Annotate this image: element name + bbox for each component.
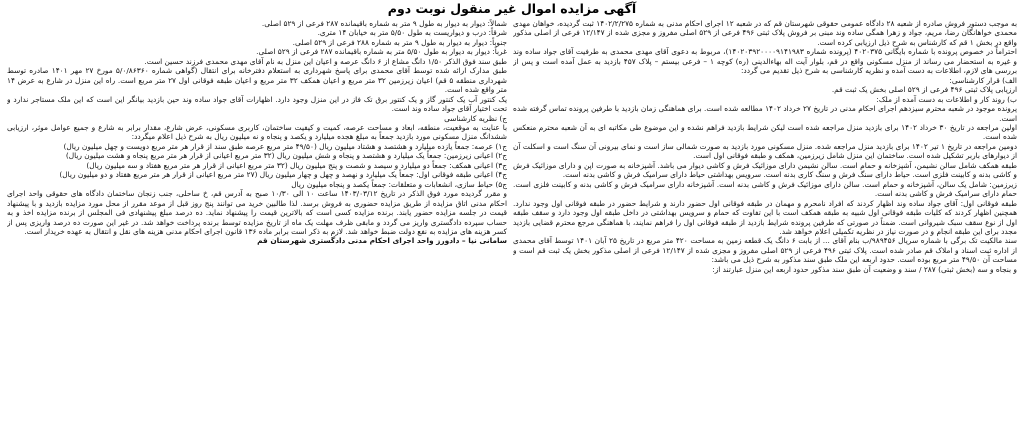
- paragraph: به موجب دستور فروش صادره از شعبه ۲۸ دادگاه عمومی حقوقی شهرستان قم که در شعبه ۱۲ اجرای احکام مدنی به شماره ۱۴۰۲/۲/۲۷۵ ثبت گردیده، خواهان مهدی محمدی خواهانگان رضا، مریم، جواد و زهرا همگی ساده وند مبنی بر فروش پلاک ثبتی ۴۹۶ فرعی از ۵۲۹ اصلی مفروز و مجزی شده از ۱۲/۱۴۷ فرعی از اصلی مذکور واقع در بخش ۱ قم که کارشناس به شرح ذیل ارزیابی کرده است.: [513, 19, 1017, 47]
- notice-title: آگهی مزایده اموال غیر منقول نوبت دوم: [387, 1, 637, 16]
- paragraph: ج۳) اعیانی همکف: جمعاً دو میلیارد و سیصد و شصت و پنج میلیون ریال (۳۲ متر مربع اعیانی از قرار هر متر مربع هفتاد و سه میلیون ریال): [86, 160, 507, 170]
- paragraph: ارزیابی پلاک ثبتی ۴۹۶ فرعی از ۵۲۹ اصلی بخش یک ثبت قم.: [831, 85, 1017, 95]
- paragraph: یک کنتور آب یک کنتور گاز و یک کنتور برق تک فاز در این منزل وجود دارد. اظهارات آقای جواد ساده وند حین بازدید بیانگر این است که این ملک مستاجر ندارد و تحت اختیار آقای جواد ساده وند است.: [7, 94, 507, 114]
- paragraph: جنوباً: دیوار به دیوار به طول ۹ متر به شماره ۲۸۸ فرعی از ۵۲۹ اصلی.: [292, 37, 507, 47]
- paragraph: سند مالکیت تک برگی با شماره سریال ۹۸۹۴۵۶/ب بنام آقای ... از بابت ۶ دانگ یک قطعه زمین به مساحت ۴۲۰ متر مربع در تاریخ ۲۵ آبان ۱۴۰۱ توسط آقای محمدی از اداره ثبت اسناد و املاک قم صادر شده است. پلاک ثبتی ۴۹۶ فرعی از ۵۲۹ اصلی مفروز و مجزی شده از ۱۲/۱۴۷ فرعی از اصلی مذکور بخش یک ثبت قم است و مساحت آن ۴۹/۵۰ متر مربع بوده است. حدود اربعه این ملک طبق سند مذکور به شرح ذیل می باشد:: [513, 236, 1017, 265]
- paragraph: احتراماً در خصوص پرونده با شماره بایگانی ۴۰۲۰۳۷۵ (پرونده شماره ۱۴۰۲۰۳۹۲۰۰۰۰۹۱۴۱۹۸۳)، مربوط به دعوی آقای مهدی محمدی به طرفیت آقای جواد ساده وند و غیره به استحضار می رساند از منزل مسکونی واقع در قم، بلوار آیت اله بهاءالدینی (ره) کوچه ۱ – فرعی بیستم – پلاک ۴۵۷ بازدید به عمل آمده است و پس از بررسی های لازم، اطلاعات به دست آمده و نظریه کارشناسی به شرح ذیل تقدیم می گردد:: [513, 47, 1017, 76]
- paragraph: ج۵) حیاط سازی، انشعابات و متعلقات: جمعاً یکصد و پنجاه میلیون ریال: [291, 179, 507, 189]
- paragraph: ب) روند کار و اطلاعات به دست آمده از ملک:: [876, 94, 1017, 104]
- paragraph: طبق مدارک ارائه شده توسط آقای محمدی برای پاسخ شهرداری به استعلام دفترخانه برای انتقال (گواهی شماره ۵/۰/۸۶۳۶۰ مورخ ۲۷ مهر ۱۴۰۱ صادره توسط شهرداری منطقه ۵ قم) اعیان زیرزمین ۳۲ متر مربع و اعیان همکف ۳۲ متر مربع و اعیان طبقه فوقانی اول ۲۷ متر مربع است. راه این منزل در شارع به عرض ۱۴ متر واقع شده است.: [7, 66, 507, 95]
- paragraph: طبقه فوقانی اول: آقای جواد ساده وند اظهار کردند که افراد نامحرم و مهمان در طبقه فوقانی اول حضور دارند و شرایط حضور در طبقه فوقانی اول وجود ندارد. همچنین اظهار کردند که کلیات طبقه فوقانی اول شبیه به طبقه همکف است با این تفاوت که حمام و سرویس بهداشتی در داخل طبقه اول وجود دارد و سقف طبقه اول از نوع سقف سبک شیروانی است. ضمناً در صورتی که طرفین پرونده شرایط بازدید از طبقه فوقانی اول را فراهم نمایند، با هماهنگی مرجع محترم قضایی بازدید مجدد برای این طبقه انجام و در صورت نیاز در نظریه تکمیلی اعلام خواهد شد.: [513, 198, 1017, 236]
- paragraph: دومین مراجعه در تاریخ ۱ تیر ۱۴۰۲ برای بازدید منزل مراجعه شده. منزل مسکونی مورد بازدید به صورت شمالی ساز است و نمای بیرونی آن سنگ است و اسکلت آن از دیوارهای باربر تشکیل شده است. ساختمان این منزل شامل زیرزمین، همکف و طبقه فوقانی اول است.: [513, 141, 1017, 161]
- paragraph: طبقه همکف شامل سالن نشیمن، آشپزخانه و حمام است. سالن نشیمن دارای موزائیک فرش و کاشی دیوار می باشد. آشپزخانه به صورت اپن و دارای موزائیک فرش و کاشی بدنه و کابینت فلزی است. حیاط دارای سنگ فرش و سنگ کاری بدنه است. سرویس بهداشتی حیاط دارای سرامیک فرش و کاشی بدنه است.: [513, 160, 1017, 180]
- paragraph: ج۱) عرصه: جمعاً یازده میلیارد و هشتصد و هشتاد میلیون ریال (۴۹/۵۰ متر مربع عرصه طبق سند از قرار هر متر مربع دویست و چهل میلیون ریال): [63, 141, 507, 151]
- paragraph: الف) قرار کارشناسی:: [949, 75, 1017, 85]
- right-column: [513, 19, 1017, 421]
- paragraph: و بنجاه و سه (بخش ثبتی) ۲۸۷ / سند و وضعیت آن طبق سند مذکور حدود اربعه این منزل عبارتند از:: [712, 264, 1017, 274]
- paragraph: پرونده موجود در شعبه محترم سیزدهم اجرای احکام مدنی در تاریخ ۲۷ خرداد ۱۴۰۲ مطالعه شده است. برای هماهنگی زمان بازدید با طرفین پرونده تماس گرفته شده است.: [513, 104, 1017, 123]
- paragraph: غرباً: دیوار به دیوار به طول ۵/۵۰ متر به شماره باقیمانده ۲۸۷ فرعی از ۵۲۹ اصلی.: [256, 47, 507, 57]
- paragraph: با عنایت به موقعیت، منطقه، ابعاد و مساحت عرصه، کمیت و کیفیت ساختمان، کاربری مسکونی، عرض شارع، مقدار برابر به شارع و جمیع عوامل موثر، ارزیابی ششدانگ منزل مسکونی مورد بازدید جمعاً به مبلغ هجده میلیارد و یکصد و پنجاه و نه میلیون ریال به شرح ذیل اعلام میگردد:: [7, 122, 507, 142]
- paragraph: اولین مراجعه در تاریخ ۳۰ خرداد ۱۴۰۲ برای بازدید منزل مراجعه شده است لیکن شرایط بازدید فراهم نشده و این موضوع طی مکاتبه ای به آن شعبه محترم منعکس شده است.: [513, 122, 1017, 142]
- paragraph: شرقاً: درب و دیواریست به طول ۵/۵۰ متر به خیابان ۱۴ متری.: [317, 28, 507, 38]
- paragraph: طبق سند فوق الذکر ۱/۵۰ دانگ مشاع از ۶ دانگ عرصه و اعیان این منزل به نام آقای مهدی محمدی فرزند حسین است.: [144, 56, 507, 66]
- paragraph: ج۲) اعیانی زیرزمین: جمعاً یک میلیارد و هشتصد و پنجاه و شش میلیون ریال (۳۲ متر مربع اعیانی از قرار هر متر مربع پنجاه و هشت میلیون ریال): [65, 151, 507, 161]
- paragraph: و مقرر گردیده مورد فوق الذکر در تاریخ ۱۴۰۳/۰۳/۱۲ ساعت ۱۰ الی ۱۰/۳۰ صبح به آدرس قم، خ ساحلی، جنب زنجان ساختمان دادگاه های حقوقی واحد اجرای احکام مدنی اتاق مزایده از طریق مزایده حضوری به فروش برسد. لذا طالبین خرید می توانند پنج روز قبل از موعد مقرر از محل مورد مزایده بازدید و با پیشنهاد قیمت در جلسه مزایده حضور یابند. برنده مزایده کسی است که بالاترین قیمت را پیشنهاد نماید. ده درصد مبلغ پیشنهادی فی المجلس از برنده مزایده اخذ و به حساب سپرده دادگستری واریز می گردد و مابقی ظرف مهلت یک ماه از تاریخ مزایده توسط برنده پرداخت خواهد شد. در غیر این صورت ده درصد واریزی پس از کسر هزینه های مزایده به نفع دولت ضبط خواهد شد. لازم به ذکر است برابر ماده ۱۳۶ قانون اجرای احکام مدنی هزینه های نقل و انتقال به عهده خریدار است.: [7, 189, 507, 236]
- paragraph: ج) نظریه کارشناسی: [444, 113, 507, 123]
- paragraph: ج۴) اعیانی طبقه فوقانی اول: جمعاً یک میلیارد و نهصد و چهل و چهار میلیون ریال (۲۷ متر مربع اعیانی از قرار هر متر مربع هفتاد و دو میلیون ریال): [59, 170, 507, 180]
- signature-line: سامانی نیا – دادورز واحد اجرای احکام مدنی دادگستری شهرستان قم: [257, 236, 507, 246]
- paragraph: شمالاً: دیوار به دیوار به طول ۹ متر به شماره باقیمانده ۲۸۷ فرعی از ۵۲۹ اصلی.: [261, 19, 507, 28]
- paragraph: زیرزمین: شامل یک سالن، آشپزخانه و حمام است. سالن دارای موزائیک فرش و کاشی بدنه است. آشپزخانه دارای سرامیک فرش و کاشی بدنه و کابینت فلزی است. حمام دارای سرامیک فرش و کاشی بدنه است.: [513, 179, 1017, 199]
- left-column: [7, 19, 507, 421]
